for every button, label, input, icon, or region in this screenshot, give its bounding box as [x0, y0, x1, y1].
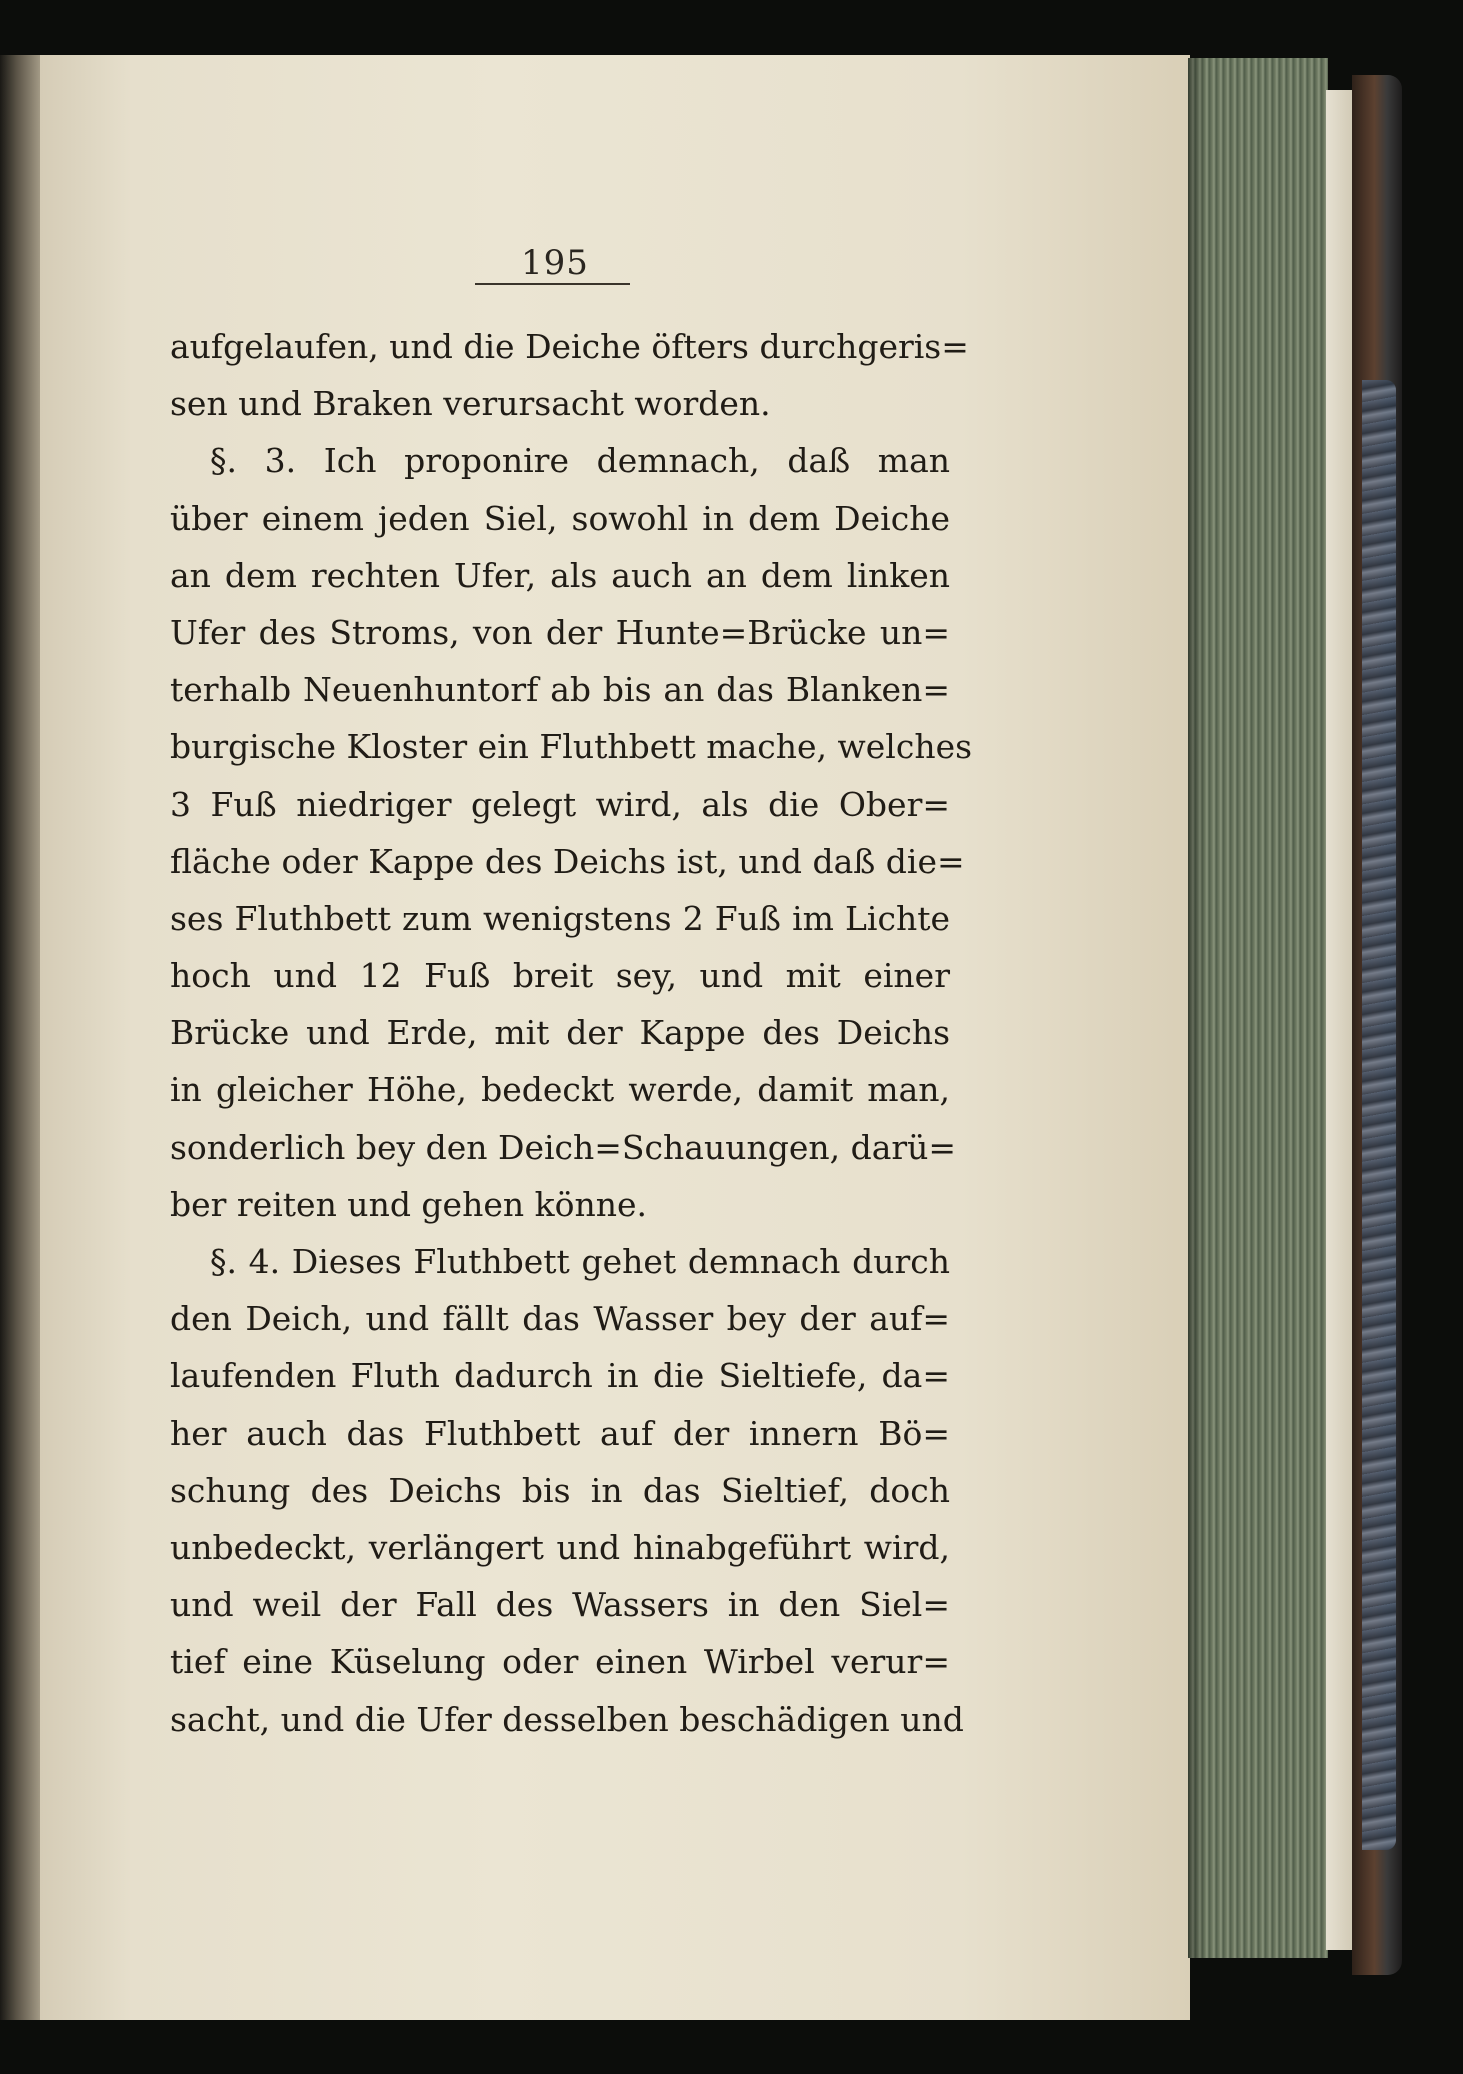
- text-line: in gleicher Höhe, bedeckt werde, damit man,: [170, 1070, 950, 1110]
- text-line: ber reiten und gehen könne.: [170, 1184, 648, 1224]
- marbled-cover: [1362, 380, 1396, 1850]
- text-line: tief eine Küselung oder einen Wirbel verur=: [170, 1642, 950, 1682]
- text-line: laufenden Fluth dadurch in die Sieltiefe, da=: [170, 1356, 950, 1396]
- text-line: unbedeckt, verlängert und hinabgeführt wird,: [170, 1527, 950, 1567]
- body-text: [170, 318, 973, 1748]
- text-line: den Deich, und fällt das Wasser bey der auf=: [170, 1299, 950, 1339]
- page-number: 195: [521, 243, 589, 283]
- text-line: sacht, und die Ufer desselben beschädigen und: [170, 1699, 964, 1739]
- text-line: und weil der Fall des Wassers in den Siel=: [170, 1585, 950, 1625]
- text-line: 3 Fuß niedriger gelegt wird, als die Ober=: [170, 784, 950, 824]
- text-line: her auch das Fluthbett auf der innern Bö=: [170, 1413, 950, 1453]
- text-line: §. 4. Dieses Fluthbett gehet demnach durch: [210, 1242, 950, 1281]
- page-block-edge: [1188, 58, 1328, 1958]
- text-line: burgische Kloster ein Fluthbett mache, welches: [170, 727, 973, 767]
- gutter-shadow: [1188, 58, 1206, 1958]
- text-line: §. 3. Ich proponire demnach, daß man: [210, 441, 950, 481]
- text-line: sonderlich bey den Deich=Schauungen, darü=: [170, 1127, 957, 1167]
- text-line: Brücke und Erde, mit der Kappe des Deichs: [170, 1013, 950, 1053]
- left-page-edge: [0, 55, 42, 2020]
- text-line: über einem jeden Siel, sowohl in dem Deiche: [170, 498, 950, 538]
- text-line: an dem rechten Ufer, als auch an dem linken: [170, 555, 950, 595]
- page-number-rule: [475, 283, 630, 285]
- text-line: terhalb Neuenhuntorf ab bis an das Blanken=: [170, 670, 950, 710]
- text-line: aufgelaufen, und die Deiche öfters durchgeris=: [170, 327, 969, 366]
- text-line: fläche oder Kappe des Deichs ist, und daß die=: [170, 841, 965, 881]
- text-line: Ufer des Stroms, von der Hunte=Brücke un=: [170, 612, 950, 652]
- text-line: ses Fluthbett zum wenigstens 2 Fuß im Lichte: [170, 898, 950, 938]
- text-line: hoch und 12 Fuß breit sey, und mit einer: [170, 956, 950, 996]
- text-line: schung des Deichs bis in das Sieltief, doch: [170, 1470, 950, 1510]
- text-line: sen und Braken verursacht worden.: [170, 384, 771, 424]
